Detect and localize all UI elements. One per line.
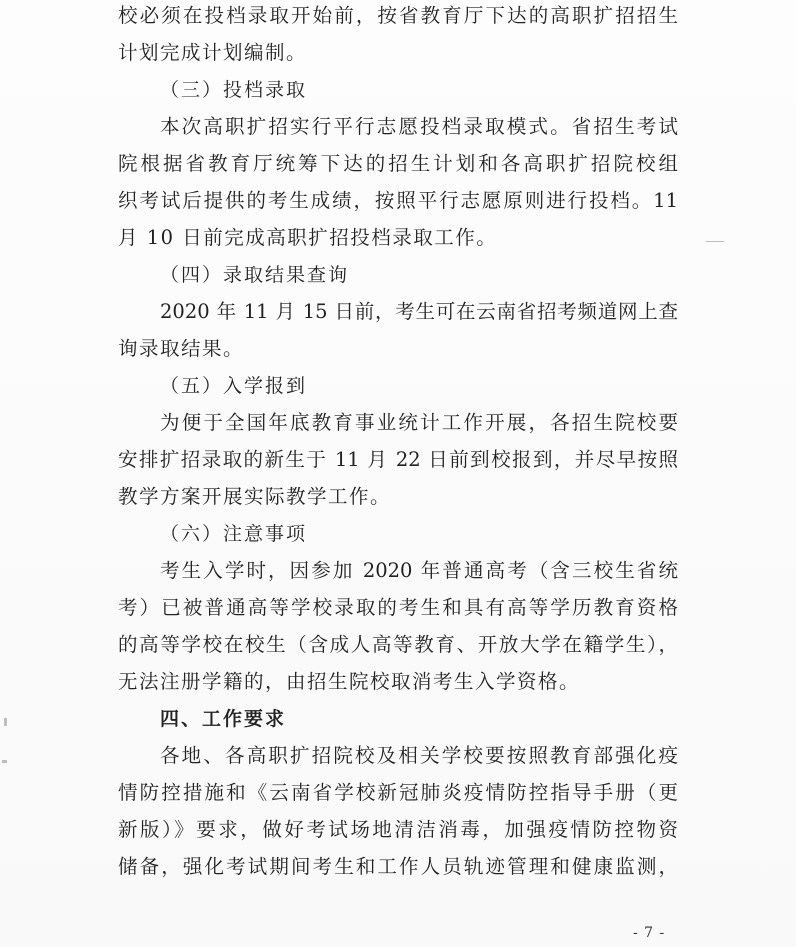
- page-number: - 7 -: [633, 925, 666, 941]
- paragraph-line: 校必须在投档录取开始前，按省教育厅下达的高职扩招招生: [118, 4, 678, 27]
- paragraph-line: 为便于全国年底教育事业统计工作开展，各招生院校要: [160, 411, 678, 434]
- paragraph-line: 计划完成计划编制。: [118, 41, 308, 64]
- paragraph-line: 无法注册学籍的，由招生院校取消考生入学资格。: [118, 670, 581, 693]
- section-heading-4: （四）录取结果查询: [160, 264, 350, 286]
- paragraph-line: 织考试后提供的考生成绩，按照平行志愿原则进行投档。11: [118, 189, 678, 212]
- scan-speck: [2, 760, 7, 763]
- paragraph-line: 2020 年 11 月 15 日前，考生可在云南省招考频道网上查: [160, 300, 678, 323]
- section-heading-3: （三）投档录取: [160, 79, 308, 101]
- section-heading-work-requirements: 四、工作要求: [160, 708, 287, 730]
- paragraph-line: 情防控措施和《云南省学校新冠肺炎疫情防控指导手册（更: [118, 781, 678, 804]
- section-heading-5: （五）入学报到: [160, 375, 308, 397]
- paragraph-line: 院根据省教育厅统筹下达的招生计划和各高职扩招院校组: [118, 152, 678, 175]
- paragraph-line: 考生入学时，因参加 2020 年普通高考（含三校生省统: [160, 559, 678, 582]
- section-heading-6: （六）注意事项: [160, 523, 308, 545]
- paragraph-line: 各地、各高职扩招院校及相关学校要按照教育部强化疫: [160, 744, 678, 767]
- paragraph-line: 询录取结果。: [118, 337, 245, 360]
- paragraph-line: 的高等学校在校生（含成人高等教育、开放大学在籍学生），: [118, 633, 678, 656]
- paragraph-line: 安排扩招录取的新生于 11 月 22 日前到校报到，并尽早按照: [118, 448, 678, 471]
- paragraph-line: 考）已被普通高等学校录取的考生和具有高等学历教育资格: [118, 596, 678, 619]
- paragraph-line: 储备，强化考试期间考生和工作人员轨迹管理和健康监测，: [118, 855, 678, 878]
- paragraph-line: 月 10 日前完成高职扩招投档录取工作。: [118, 226, 498, 249]
- paragraph-line: 新版）》要求，做好考试场地清洁消毒，加强疫情防控物资: [118, 818, 678, 841]
- paragraph-line: 本次高职扩招实行平行志愿投档录取模式。省招生考试: [160, 115, 678, 138]
- scan-speck: [4, 718, 7, 726]
- paragraph-line: 教学方案开展实际教学工作。: [118, 485, 392, 508]
- scan-speck: [706, 241, 724, 242]
